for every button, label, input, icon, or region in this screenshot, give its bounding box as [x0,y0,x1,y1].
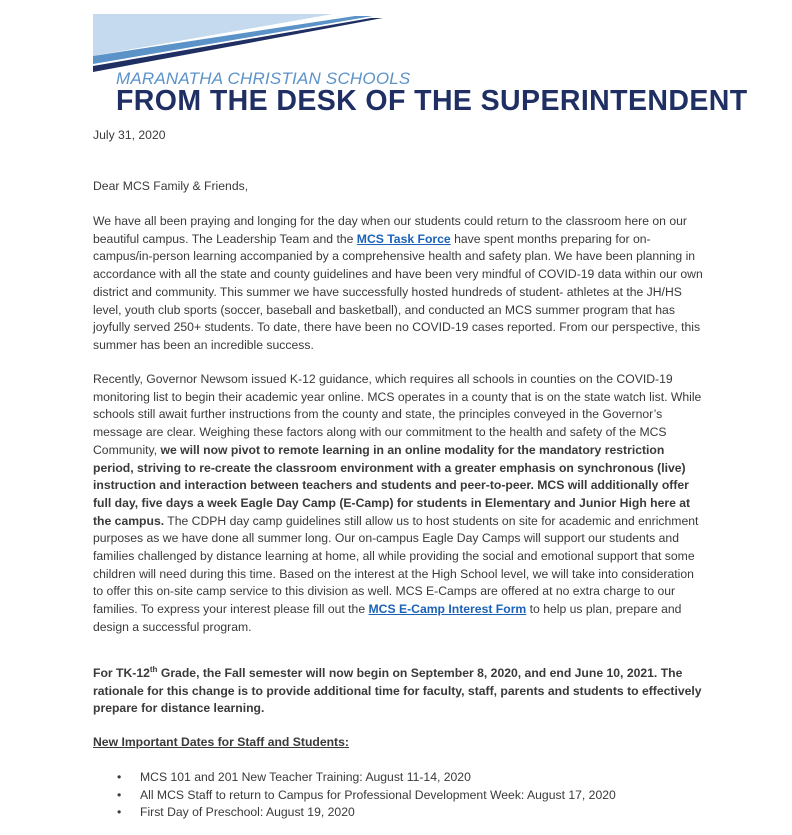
dates-heading-colon: : [344,735,349,749]
bullet-icon: • [117,770,122,784]
letterhead-title: FROM THE DESK OF THE SUPERINTENDENT [116,85,748,117]
dates-heading-text: New Important Dates for Staff and Students [93,735,345,749]
p2-text-a: Recently, Governor Newsom issued K-12 guidance, which requires all schools in counties on the COVID-19 monitoring list to begin their academic year online. MCS operates in a county that is on the state watch list. While schools still await further instructions from the county and state, the principles conveyed in the Governor’s message are clear. Weighing these factors along with our commitment to the health and safety of the MCS Community, [93,372,702,457]
p2-text-b: The CDPH day camp guidelines still allow us to host students on site for academic and enrichment purposes as we have done all summer long. Our on-campus Eagle Day Camps will support our students and families challenged by distance learning at home, all while providing the social and emotional support that some children will need during this time. Based on the interest at the High School level, we will take into consideration to offer this on-site camp service to this division as well. MCS E-Camps are offered at no extra charge to our families. To express your interest please fill out the [93,513,699,617]
p2-bold-announcement: we will now pivot to remote learning in an online modality for the mandatory restriction period, striving to re-create the classroom environment with a greater emphasis on synchronous (live) instruction and interaction between teachers and students and peer-to-peer. MCS will additionally offer full day, five days a week Eagle Day Camp (E-Camp) for students in Elementary and Junior High here at the campus. [93,442,691,528]
date-item-text: First Day of Preschool: August 19, 2020 [140,805,355,820]
bullet-icon: • [117,787,122,802]
bullet-icon: • [117,805,122,820]
p1-text-b: have spent months preparing for on-campus/in-person learning accompanied by a comprehensive health and safety plan. We have been planning in accordance with all the state and county guidelines and have been very mindful of COVID-19 data within our own district and community. This summer we have successfully hosted hundreds of student- athletes at the JH/HS level, youth club sports (soccer, baseball and basketball), and conducted an MCS summer program that has joyfully served 250+ students. To date, there have been no COVID-19 cases reported. From our perspective, this summer has been an incredible success. [93,231,703,352]
p1-text-a: We have all been praying and longing for the day when our students could return to the classroom here on our beautiful campus. The Leadership Team and the [93,214,687,246]
p3-text-b: Grade, the Fall semester will now begin on September 8, 2020, and end June 10, 2021. The rationale for this change is to provide additional time for faculty, staff, parents and students to effectively prepare for distance learning. [93,666,702,716]
list-item [93,804,713,822]
list-item [93,787,713,805]
e-camp-interest-form-link[interactable]: MCS E-Camp Interest Form [368,602,527,617]
p2-text-c: to help us plan, prepare and design a successful program. [93,602,682,634]
date-item-text: All MCS Staff to return to Campus for Professional Development Week: August 17, 2020 [140,787,616,802]
letter-greeting: Dear MCS Family & Friends, [93,179,249,193]
list-item [93,769,713,787]
p3-superscript: th [149,664,158,674]
letterhead-banner-graphic [93,14,383,72]
paragraph-remote-learning [93,371,703,637]
paragraph-summer-update [93,213,703,355]
important-dates-heading [93,734,703,752]
important-dates-list [93,769,713,822]
paragraph-fall-semester [93,665,703,718]
letter-date: July 31, 2020 [93,128,166,142]
date-item-text: MCS 101 and 201 New Teacher Training: August 11-14, 2020 [140,770,471,784]
p3-text-a: For TK-12 [93,666,150,680]
mcs-task-force-link[interactable]: MCS Task Force [356,231,451,246]
banner-light-stripe [93,14,333,56]
school-name: MARANATHA CHRISTIAN SCHOOLS [116,69,411,88]
